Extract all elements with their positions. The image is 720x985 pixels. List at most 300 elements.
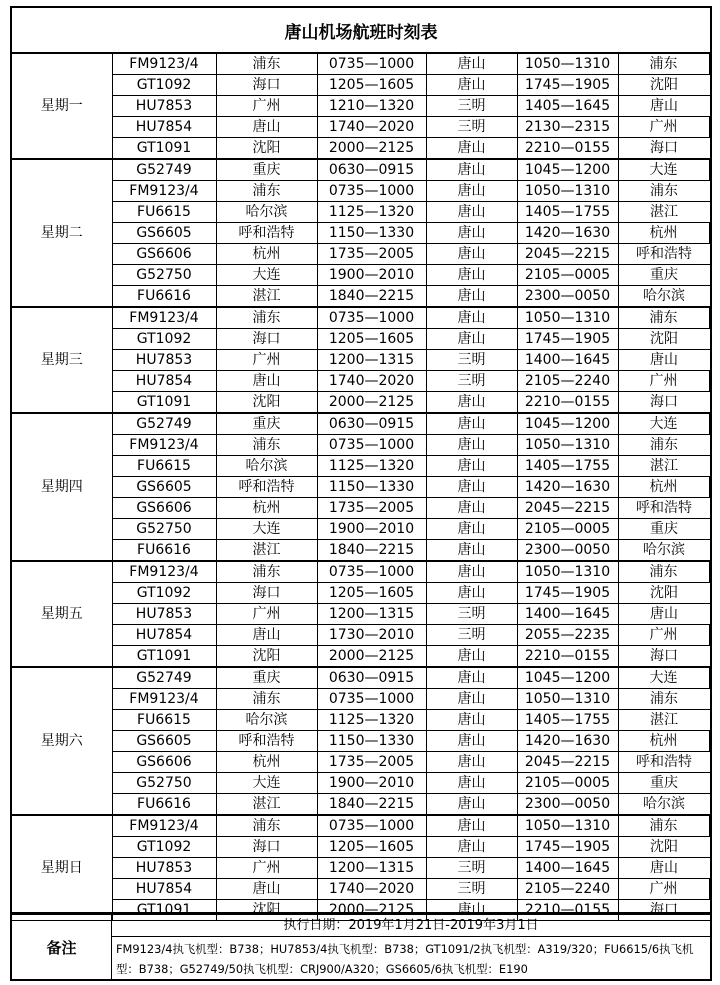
day-label: 星期一 <box>12 54 112 159</box>
origin-cell: 杭州 <box>216 244 317 265</box>
stopover-cell: 唐山 <box>426 477 517 498</box>
first-leg-time-cell: 1150—1330 <box>317 223 426 244</box>
first-leg-time-cell: 1735—2005 <box>317 244 426 265</box>
destination-cell: 海口 <box>618 392 710 414</box>
destination-cell: 海口 <box>618 900 710 921</box>
first-leg-time-cell: 1205—1605 <box>317 329 426 350</box>
destination-cell: 浦东 <box>618 307 710 329</box>
flight-number-cell: FU6615 <box>112 202 216 223</box>
table-row <box>12 54 710 75</box>
table-row <box>12 731 710 752</box>
second-leg-time-cell: 1745—1905 <box>517 75 618 96</box>
destination-cell: 重庆 <box>618 773 710 794</box>
first-leg-time-cell: 1150—1330 <box>317 477 426 498</box>
origin-cell: 广州 <box>216 96 317 117</box>
stopover-cell: 唐山 <box>426 75 517 96</box>
second-leg-time-cell: 2105—2240 <box>517 371 618 392</box>
origin-cell: 海口 <box>216 329 317 350</box>
table-row <box>12 794 710 816</box>
second-leg-time-cell: 2105—2240 <box>517 879 618 900</box>
flight-number-cell: G52749 <box>112 413 216 435</box>
flight-number-cell: G52750 <box>112 519 216 540</box>
second-leg-time-cell: 1400—1645 <box>517 858 618 879</box>
destination-cell: 唐山 <box>618 96 710 117</box>
table-row <box>12 519 710 540</box>
stopover-cell: 唐山 <box>426 435 517 456</box>
first-leg-time-cell: 1735—2005 <box>317 752 426 773</box>
first-leg-time-cell: 1125—1320 <box>317 202 426 223</box>
stopover-cell: 唐山 <box>426 54 517 75</box>
origin-cell: 浦东 <box>216 689 317 710</box>
day-label: 星期日 <box>12 815 112 921</box>
first-leg-time-cell: 2000—2125 <box>317 138 426 160</box>
stopover-cell: 唐山 <box>426 561 517 583</box>
day-label: 星期三 <box>12 307 112 413</box>
first-leg-time-cell: 1125—1320 <box>317 456 426 477</box>
second-leg-time-cell: 2055—2235 <box>517 625 618 646</box>
table-row <box>12 858 710 879</box>
day-label: 星期五 <box>12 561 112 667</box>
second-leg-time-cell: 1420—1630 <box>517 731 618 752</box>
table-row <box>12 667 710 689</box>
flight-number-cell: FU6616 <box>112 794 216 816</box>
flight-number-cell: GT1091 <box>112 646 216 668</box>
first-leg-time-cell: 1740—2020 <box>317 371 426 392</box>
table-row <box>12 689 710 710</box>
destination-cell: 大连 <box>618 413 710 435</box>
first-leg-time-cell: 1900—2010 <box>317 773 426 794</box>
effective-dates: 执行日期：2019年1月21日-2019年3月1日 <box>112 915 710 937</box>
second-leg-time-cell: 1745—1905 <box>517 329 618 350</box>
origin-cell: 唐山 <box>216 625 317 646</box>
destination-cell: 海口 <box>618 138 710 160</box>
origin-cell: 湛江 <box>216 286 317 308</box>
origin-cell: 海口 <box>216 75 317 96</box>
day-label: 星期二 <box>12 159 112 307</box>
stopover-cell: 唐山 <box>426 837 517 858</box>
page-title: 唐山机场航班时刻表 <box>12 8 710 54</box>
second-leg-time-cell: 1405—1755 <box>517 202 618 223</box>
table-row <box>12 477 710 498</box>
destination-cell: 广州 <box>618 879 710 900</box>
flight-number-cell: GS6605 <box>112 731 216 752</box>
notes-section <box>12 912 710 979</box>
table-row <box>12 561 710 583</box>
stopover-cell: 唐山 <box>426 265 517 286</box>
origin-cell: 呼和浩特 <box>216 731 317 752</box>
second-leg-time-cell: 1405—1755 <box>517 710 618 731</box>
table-row <box>12 837 710 858</box>
origin-cell: 唐山 <box>216 117 317 138</box>
second-leg-time-cell: 1420—1630 <box>517 477 618 498</box>
destination-cell: 广州 <box>618 371 710 392</box>
destination-cell: 湛江 <box>618 202 710 223</box>
table-row <box>12 540 710 562</box>
stopover-cell: 三明 <box>426 371 517 392</box>
stopover-cell: 唐山 <box>426 540 517 562</box>
flight-number-cell: HU7854 <box>112 117 216 138</box>
destination-cell: 沈阳 <box>618 837 710 858</box>
origin-cell: 浦东 <box>216 181 317 202</box>
flight-number-cell: FU6616 <box>112 540 216 562</box>
second-leg-time-cell: 2045—2215 <box>517 498 618 519</box>
flight-number-cell: GS6606 <box>112 752 216 773</box>
origin-cell: 哈尔滨 <box>216 710 317 731</box>
origin-cell: 海口 <box>216 583 317 604</box>
second-leg-time-cell: 2300—0050 <box>517 794 618 816</box>
first-leg-time-cell: 1730—2010 <box>317 625 426 646</box>
origin-cell: 沈阳 <box>216 392 317 414</box>
destination-cell: 呼和浩特 <box>618 498 710 519</box>
flight-number-cell: FM9123/4 <box>112 181 216 202</box>
origin-cell: 哈尔滨 <box>216 456 317 477</box>
stopover-cell: 唐山 <box>426 159 517 181</box>
origin-cell: 重庆 <box>216 159 317 181</box>
table-row <box>12 159 710 181</box>
destination-cell: 海口 <box>618 646 710 668</box>
flight-number-cell: HU7853 <box>112 858 216 879</box>
second-leg-time-cell: 2105—0005 <box>517 773 618 794</box>
second-leg-time-cell: 1050—1310 <box>517 307 618 329</box>
second-leg-time-cell: 1045—1200 <box>517 667 618 689</box>
table-row <box>12 181 710 202</box>
second-leg-time-cell: 1420—1630 <box>517 223 618 244</box>
origin-cell: 湛江 <box>216 794 317 816</box>
table-row <box>12 371 710 392</box>
flight-number-cell: HU7854 <box>112 879 216 900</box>
origin-cell: 哈尔滨 <box>216 202 317 223</box>
stopover-cell: 唐山 <box>426 900 517 921</box>
table-row <box>12 329 710 350</box>
destination-cell: 浦东 <box>618 561 710 583</box>
stopover-cell: 唐山 <box>426 731 517 752</box>
table-row <box>12 583 710 604</box>
table-row <box>12 307 710 329</box>
table-row <box>12 413 710 435</box>
first-leg-time-cell: 2000—2125 <box>317 646 426 668</box>
stopover-cell: 三明 <box>426 604 517 625</box>
second-leg-time-cell: 2210—0155 <box>517 646 618 668</box>
first-leg-time-cell: 1200—1315 <box>317 858 426 879</box>
stopover-cell: 唐山 <box>426 646 517 668</box>
stopover-cell: 唐山 <box>426 202 517 223</box>
origin-cell: 唐山 <box>216 371 317 392</box>
aircraft-type-notes: FM9123/4执飞机型：B738；HU7853/4执飞机型：B738；GT1091/2执飞机型：A319/320；FU6615/6执飞机型：B738；G52749/50执飞机型：CRJ900/A320；GS6605/6执飞机型：E190 <box>116 942 694 976</box>
table-row <box>12 456 710 477</box>
first-leg-time-cell: 0630—0915 <box>317 667 426 689</box>
first-leg-time-cell: 1205—1605 <box>317 837 426 858</box>
stopover-cell: 三明 <box>426 350 517 371</box>
flight-number-cell: GT1091 <box>112 392 216 414</box>
stopover-cell: 三明 <box>426 625 517 646</box>
second-leg-time-cell: 1050—1310 <box>517 435 618 456</box>
table-row <box>12 646 710 668</box>
table-row <box>12 286 710 308</box>
table-row <box>12 138 710 160</box>
first-leg-time-cell: 2000—2125 <box>317 392 426 414</box>
stopover-cell: 唐山 <box>426 244 517 265</box>
table-row <box>12 815 710 837</box>
destination-cell: 大连 <box>618 667 710 689</box>
first-leg-time-cell: 1735—2005 <box>317 498 426 519</box>
stopover-cell: 唐山 <box>426 138 517 160</box>
second-leg-time-cell: 2210—0155 <box>517 138 618 160</box>
first-leg-time-cell: 1740—2020 <box>317 117 426 138</box>
first-leg-time-cell: 0735—1000 <box>317 561 426 583</box>
first-leg-time-cell: 1900—2010 <box>317 519 426 540</box>
origin-cell: 浦东 <box>216 815 317 837</box>
table-row <box>12 752 710 773</box>
flight-number-cell: GT1092 <box>112 329 216 350</box>
stopover-cell: 唐山 <box>426 667 517 689</box>
stopover-cell: 唐山 <box>426 815 517 837</box>
flight-number-cell: FU6615 <box>112 456 216 477</box>
table-row <box>12 265 710 286</box>
second-leg-time-cell: 2300—0050 <box>517 286 618 308</box>
origin-cell: 杭州 <box>216 498 317 519</box>
second-leg-time-cell: 2300—0050 <box>517 540 618 562</box>
destination-cell: 浦东 <box>618 689 710 710</box>
stopover-cell: 唐山 <box>426 181 517 202</box>
notes-label: 备注 <box>12 915 112 979</box>
destination-cell: 浦东 <box>618 435 710 456</box>
second-leg-time-cell: 2210—0155 <box>517 900 618 921</box>
origin-cell: 沈阳 <box>216 900 317 921</box>
second-leg-time-cell: 2210—0155 <box>517 392 618 414</box>
first-leg-time-cell: 2000—2125 <box>317 900 426 921</box>
origin-cell: 浦东 <box>216 561 317 583</box>
flight-number-cell: GS6605 <box>112 477 216 498</box>
second-leg-time-cell: 2105—0005 <box>517 519 618 540</box>
destination-cell: 哈尔滨 <box>618 286 710 308</box>
origin-cell: 重庆 <box>216 667 317 689</box>
table-row <box>12 392 710 414</box>
destination-cell: 重庆 <box>618 265 710 286</box>
table-row <box>12 202 710 223</box>
table-row <box>12 879 710 900</box>
flight-number-cell: GS6606 <box>112 244 216 265</box>
stopover-cell: 唐山 <box>426 223 517 244</box>
destination-cell: 唐山 <box>618 350 710 371</box>
flight-number-cell: HU7853 <box>112 96 216 117</box>
first-leg-time-cell: 0735—1000 <box>317 689 426 710</box>
flight-number-cell: HU7853 <box>112 604 216 625</box>
schedule-body <box>12 54 710 921</box>
origin-cell: 重庆 <box>216 413 317 435</box>
origin-cell: 广州 <box>216 350 317 371</box>
second-leg-time-cell: 2045—2215 <box>517 752 618 773</box>
second-leg-time-cell: 1405—1645 <box>517 96 618 117</box>
first-leg-time-cell: 1840—2215 <box>317 286 426 308</box>
stopover-cell: 唐山 <box>426 392 517 414</box>
table-row <box>12 223 710 244</box>
day-label: 星期六 <box>12 667 112 815</box>
destination-cell: 唐山 <box>618 604 710 625</box>
table-row <box>12 604 710 625</box>
stopover-cell: 三明 <box>426 858 517 879</box>
stopover-cell: 唐山 <box>426 583 517 604</box>
origin-cell: 大连 <box>216 773 317 794</box>
second-leg-time-cell: 1405—1755 <box>517 456 618 477</box>
flight-number-cell: GT1091 <box>112 138 216 160</box>
second-leg-time-cell: 1400—1645 <box>517 350 618 371</box>
first-leg-time-cell: 1150—1330 <box>317 731 426 752</box>
second-leg-time-cell: 1400—1645 <box>517 604 618 625</box>
first-leg-time-cell: 1205—1605 <box>317 75 426 96</box>
origin-cell: 广州 <box>216 858 317 879</box>
destination-cell: 浦东 <box>618 181 710 202</box>
destination-cell: 杭州 <box>618 731 710 752</box>
first-leg-time-cell: 1840—2215 <box>317 540 426 562</box>
first-leg-time-cell: 1840—2215 <box>317 794 426 816</box>
flight-number-cell: G52749 <box>112 159 216 181</box>
first-leg-time-cell: 0735—1000 <box>317 54 426 75</box>
destination-cell: 呼和浩特 <box>618 244 710 265</box>
stopover-cell: 唐山 <box>426 794 517 816</box>
flight-number-cell: G52749 <box>112 667 216 689</box>
flight-number-cell: G52750 <box>112 773 216 794</box>
timetable-sheet <box>10 6 712 981</box>
origin-cell: 杭州 <box>216 752 317 773</box>
stopover-cell: 唐山 <box>426 689 517 710</box>
first-leg-time-cell: 0735—1000 <box>317 307 426 329</box>
flight-number-cell: FM9123/4 <box>112 435 216 456</box>
second-leg-time-cell: 1050—1310 <box>517 181 618 202</box>
first-leg-time-cell: 1740—2020 <box>317 879 426 900</box>
flight-number-cell: GT1092 <box>112 75 216 96</box>
first-leg-time-cell: 0630—0915 <box>317 159 426 181</box>
table-row <box>12 96 710 117</box>
flight-number-cell: GT1091 <box>112 900 216 921</box>
origin-cell: 大连 <box>216 519 317 540</box>
stopover-cell: 唐山 <box>426 498 517 519</box>
flight-number-cell: FM9123/4 <box>112 689 216 710</box>
destination-cell: 大连 <box>618 159 710 181</box>
second-leg-time-cell: 1050—1310 <box>517 689 618 710</box>
second-leg-time-cell: 1045—1200 <box>517 413 618 435</box>
flight-number-cell: GS6606 <box>112 498 216 519</box>
first-leg-time-cell: 1125—1320 <box>317 710 426 731</box>
day-label: 星期四 <box>12 413 112 561</box>
second-leg-time-cell: 2045—2215 <box>517 244 618 265</box>
flight-number-cell: FM9123/4 <box>112 54 216 75</box>
stopover-cell: 唐山 <box>426 286 517 308</box>
first-leg-time-cell: 1200—1315 <box>317 604 426 625</box>
flight-number-cell: HU7853 <box>112 350 216 371</box>
first-leg-time-cell: 0630—0915 <box>317 413 426 435</box>
origin-cell: 广州 <box>216 604 317 625</box>
stopover-cell: 唐山 <box>426 456 517 477</box>
destination-cell: 呼和浩特 <box>618 752 710 773</box>
origin-cell: 海口 <box>216 837 317 858</box>
flight-number-cell: FU6615 <box>112 710 216 731</box>
origin-cell: 沈阳 <box>216 138 317 160</box>
second-leg-time-cell: 2130—2315 <box>517 117 618 138</box>
table-row <box>12 773 710 794</box>
stopover-cell: 唐山 <box>426 307 517 329</box>
origin-cell: 浦东 <box>216 307 317 329</box>
flight-number-cell: GT1092 <box>112 583 216 604</box>
first-leg-time-cell: 0735—1000 <box>317 435 426 456</box>
table-row <box>12 75 710 96</box>
destination-cell: 沈阳 <box>618 329 710 350</box>
second-leg-time-cell: 1045—1200 <box>517 159 618 181</box>
table-row <box>12 498 710 519</box>
table-row <box>12 710 710 731</box>
destination-cell: 广州 <box>618 117 710 138</box>
destination-cell: 广州 <box>618 625 710 646</box>
flight-number-cell: FM9123/4 <box>112 561 216 583</box>
second-leg-time-cell: 1050—1310 <box>517 815 618 837</box>
table-row <box>12 435 710 456</box>
flight-number-cell: G52750 <box>112 265 216 286</box>
second-leg-time-cell: 2105—0005 <box>517 265 618 286</box>
destination-cell: 重庆 <box>618 519 710 540</box>
stopover-cell: 三明 <box>426 117 517 138</box>
table-row <box>12 625 710 646</box>
flight-number-cell: FU6616 <box>112 286 216 308</box>
stopover-cell: 三明 <box>426 879 517 900</box>
stopover-cell: 唐山 <box>426 752 517 773</box>
first-leg-time-cell: 1900—2010 <box>317 265 426 286</box>
flight-number-cell: HU7854 <box>112 371 216 392</box>
destination-cell: 杭州 <box>618 477 710 498</box>
first-leg-time-cell: 1205—1605 <box>317 583 426 604</box>
flight-number-cell: GS6605 <box>112 223 216 244</box>
destination-cell: 沈阳 <box>618 583 710 604</box>
origin-cell: 大连 <box>216 265 317 286</box>
flight-number-cell: HU7854 <box>112 625 216 646</box>
destination-cell: 沈阳 <box>618 75 710 96</box>
stopover-cell: 唐山 <box>426 773 517 794</box>
origin-cell: 湛江 <box>216 540 317 562</box>
origin-cell: 呼和浩特 <box>216 223 317 244</box>
destination-cell: 湛江 <box>618 710 710 731</box>
stopover-cell: 唐山 <box>426 710 517 731</box>
second-leg-time-cell: 1050—1310 <box>517 561 618 583</box>
first-leg-time-cell: 1200—1315 <box>317 350 426 371</box>
origin-cell: 呼和浩特 <box>216 477 317 498</box>
stopover-cell: 唐山 <box>426 413 517 435</box>
second-leg-time-cell: 1050—1310 <box>517 54 618 75</box>
destination-cell: 哈尔滨 <box>618 794 710 816</box>
destination-cell: 哈尔滨 <box>618 540 710 562</box>
second-leg-time-cell: 1745—1905 <box>517 837 618 858</box>
destination-cell: 杭州 <box>618 223 710 244</box>
table-row <box>12 244 710 265</box>
flight-number-cell: FM9123/4 <box>112 815 216 837</box>
destination-cell: 浦东 <box>618 815 710 837</box>
flight-number-cell: FM9123/4 <box>112 307 216 329</box>
origin-cell: 浦东 <box>216 54 317 75</box>
destination-cell: 湛江 <box>618 456 710 477</box>
destination-cell: 浦东 <box>618 54 710 75</box>
stopover-cell: 三明 <box>426 96 517 117</box>
table-row <box>12 350 710 371</box>
flight-schedule-table <box>12 54 712 921</box>
first-leg-time-cell: 0735—1000 <box>317 181 426 202</box>
stopover-cell: 唐山 <box>426 519 517 540</box>
origin-cell: 沈阳 <box>216 646 317 668</box>
destination-cell: 唐山 <box>618 858 710 879</box>
first-leg-time-cell: 0735—1000 <box>317 815 426 837</box>
second-leg-time-cell: 1745—1905 <box>517 583 618 604</box>
first-leg-time-cell: 1210—1320 <box>317 96 426 117</box>
origin-cell: 浦东 <box>216 435 317 456</box>
table-row <box>12 117 710 138</box>
origin-cell: 唐山 <box>216 879 317 900</box>
flight-number-cell: GT1092 <box>112 837 216 858</box>
